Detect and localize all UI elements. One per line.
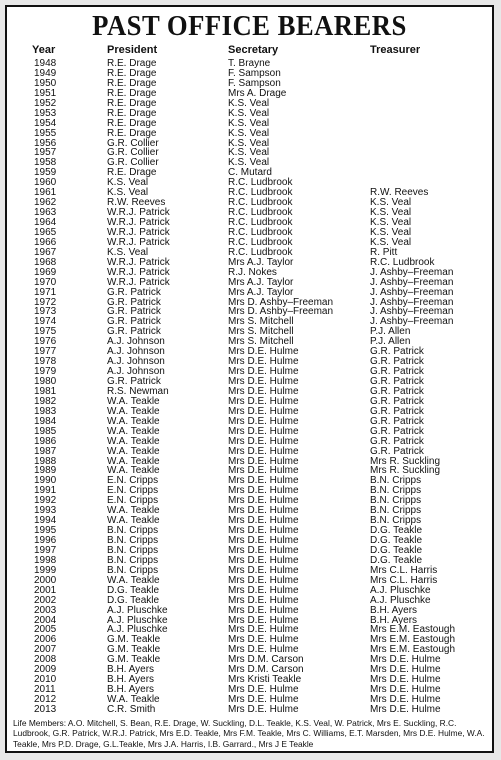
- president-cell: K.S. Veal: [107, 187, 149, 199]
- president-cell: A.J. Johnson: [107, 336, 165, 348]
- secretary-cell: Mrs D.E. Hulme: [228, 525, 299, 537]
- secretary-cell: Mrs D.E. Hulme: [228, 445, 299, 457]
- treasurer-cell: Mrs E.M. Eastough: [370, 644, 456, 656]
- year-cell: 1956: [34, 137, 57, 149]
- president-cell: G.R. Patrick: [107, 316, 161, 328]
- president-cell: R.E. Drage: [107, 77, 157, 89]
- secretary-cell: K.S. Veal: [228, 137, 270, 149]
- bearers-list: [7, 59, 492, 715]
- treasurer-cell: R.C. Ludbrook: [370, 256, 435, 268]
- treasurer-cell: D.G. Teakle: [370, 554, 423, 566]
- year-cell: 2012: [34, 694, 57, 705]
- year-cell: 2000: [34, 574, 57, 586]
- year-cell: 1992: [34, 495, 57, 507]
- year-cell: 2004: [34, 614, 57, 626]
- president-cell: W.A. Teakle: [107, 455, 160, 467]
- secretary-cell: Mrs D.E. Hulme: [228, 604, 299, 616]
- president-cell: B.N. Cripps: [107, 535, 159, 546]
- treasurer-cell: J. Ashby–Freeman: [370, 276, 454, 288]
- year-cell: 1959: [34, 167, 57, 179]
- office-bearers-board: [5, 5, 494, 753]
- president-cell: W.A. Teakle: [107, 435, 160, 447]
- secretary-cell: F. Sampson: [228, 67, 281, 79]
- treasurer-cell: Mrs D.E. Hulme: [370, 684, 441, 696]
- president-cell: G.R. Patrick: [107, 376, 161, 387]
- secretary-cell: Mrs D.E. Hulme: [228, 574, 299, 586]
- president-cell: A.J. Johnson: [107, 356, 165, 368]
- treasurer-cell: R.W. Reeves: [370, 187, 429, 199]
- table-row: [7, 447, 492, 457]
- secretary-cell: Mrs D.E. Hulme: [228, 644, 299, 656]
- secretary-cell: R.C. Ludbrook: [228, 207, 293, 219]
- treasurer-cell: G.R. Patrick: [370, 346, 424, 358]
- secretary-cell: Mrs D. Ashby–Freeman: [228, 296, 334, 308]
- treasurer-cell: B.N. Cripps: [370, 505, 422, 517]
- treasurer-cell: Mrs D.E. Hulme: [370, 654, 441, 666]
- year-cell: 1949: [34, 67, 57, 79]
- treasurer-cell: D.G. Teakle: [370, 525, 423, 537]
- secretary-cell: Mrs D.E. Hulme: [228, 634, 299, 646]
- year-cell: 2003: [34, 604, 57, 616]
- year-cell: 1979: [34, 366, 57, 378]
- secretary-cell: R.C. Ludbrook: [228, 217, 293, 228]
- president-cell: B.N. Cripps: [107, 544, 159, 556]
- secretary-cell: Mrs D.E. Hulme: [228, 465, 299, 477]
- year-cell: 1996: [34, 535, 57, 546]
- year-cell: 1985: [34, 425, 57, 437]
- year-cell: 1970: [34, 276, 57, 288]
- secretary-cell: Mrs D.E. Hulme: [228, 624, 299, 636]
- year-cell: 1989: [34, 465, 57, 477]
- secretary-cell: Mrs D.E. Hulme: [228, 594, 299, 606]
- president-cell: R.E. Drage: [107, 127, 157, 139]
- treasurer-cell: B.N. Cripps: [370, 515, 422, 527]
- president-cell: W.A. Teakle: [107, 505, 160, 517]
- treasurer-cell: G.R. Patrick: [370, 385, 424, 397]
- president-cell: G.R. Collier: [107, 137, 159, 149]
- president-cell: W.R.J. Patrick: [107, 266, 170, 278]
- president-cell: R.E. Drage: [107, 97, 157, 109]
- year-cell: 2002: [34, 594, 57, 606]
- secretary-cell: Mrs D.M. Carson: [228, 664, 304, 676]
- year-cell: 1968: [34, 256, 57, 268]
- treasurer-cell: J. Ashby–Freeman: [370, 266, 454, 278]
- year-cell: 1955: [34, 127, 57, 139]
- year-cell: 1987: [34, 445, 57, 457]
- treasurer-cell: Mrs C.L. Harris: [370, 574, 438, 586]
- year-cell: 1995: [34, 525, 57, 537]
- president-cell: G.R. Patrick: [107, 306, 161, 318]
- president-cell: W.A. Teakle: [107, 395, 160, 407]
- treasurer-cell: G.R. Patrick: [370, 415, 424, 427]
- treasurer-cell: Mrs D.E. Hulme: [370, 664, 441, 676]
- secretary-cell: Mrs S. Mitchell: [228, 326, 294, 338]
- treasurer-cell: B.H. Ayers: [370, 614, 418, 626]
- president-cell: R.E. Drage: [107, 67, 157, 79]
- secretary-cell: Mrs D.E. Hulme: [228, 703, 299, 715]
- secretary-cell: Mrs A.J. Taylor: [228, 276, 294, 288]
- year-cell: 2008: [34, 654, 57, 666]
- president-cell: G.R. Patrick: [107, 326, 161, 338]
- secretary-cell: C. Mutard: [228, 167, 272, 179]
- president-cell: W.A. Teakle: [107, 405, 160, 417]
- year-cell: 1960: [34, 177, 57, 189]
- secretary-cell: Mrs D.E. Hulme: [228, 356, 299, 368]
- year-cell: 1962: [34, 197, 57, 209]
- president-cell: W.R.J. Patrick: [107, 256, 170, 268]
- treasurer-cell: B.N. Cripps: [370, 475, 422, 487]
- treasurer-cell: G.R. Patrick: [370, 425, 424, 437]
- secretary-cell: Mrs D.M. Carson: [228, 654, 304, 666]
- president-cell: W.A. Teakle: [107, 694, 160, 705]
- treasurer-cell: G.R. Patrick: [370, 405, 424, 417]
- secretary-cell: Mrs D.E. Hulme: [228, 544, 299, 556]
- president-cell: R.E. Drage: [107, 117, 157, 129]
- president-cell: A.J. Pluschke: [107, 604, 168, 616]
- year-cell: 2013: [34, 703, 57, 715]
- secretary-cell: Mrs D.E. Hulme: [228, 395, 299, 407]
- president-cell: R.W. Reeves: [107, 197, 166, 209]
- secretary-cell: Mrs D.E. Hulme: [228, 376, 299, 387]
- treasurer-cell: K.S. Veal: [370, 207, 412, 219]
- year-cell: 1964: [34, 217, 57, 228]
- secretary-cell: R.C. Ludbrook: [228, 226, 293, 238]
- year-cell: 1993: [34, 505, 57, 517]
- president-cell: G.R. Collier: [107, 147, 159, 159]
- president-cell: G.R. Collier: [107, 157, 159, 169]
- president-cell: W.A. Teakle: [107, 415, 160, 427]
- president-cell: W.R.J. Patrick: [107, 276, 170, 288]
- president-cell: G.M. Teakle: [107, 644, 161, 656]
- president-cell: K.S. Veal: [107, 246, 149, 258]
- secretary-cell: Mrs D.E. Hulme: [228, 495, 299, 507]
- secretary-cell: R.C. Ludbrook: [228, 177, 293, 189]
- year-cell: 2007: [34, 644, 57, 656]
- president-cell: R.E. Drage: [107, 87, 157, 99]
- treasurer-cell: Mrs R. Suckling: [370, 455, 441, 467]
- treasurer-cell: Mrs D.E. Hulme: [370, 674, 441, 686]
- treasurer-cell: B.N. Cripps: [370, 485, 422, 497]
- president-cell: G.R. Patrick: [107, 296, 161, 308]
- treasurer-cell: G.R. Patrick: [370, 376, 424, 387]
- year-cell: 1986: [34, 435, 57, 447]
- year-cell: 1984: [34, 415, 57, 427]
- secretary-cell: Mrs D.E. Hulme: [228, 485, 299, 497]
- secretary-cell: Mrs Kristi Teakle: [228, 674, 302, 686]
- president-cell: B.N. Cripps: [107, 525, 159, 537]
- secretary-cell: Mrs D.E. Hulme: [228, 684, 299, 696]
- president-cell: R.E. Drage: [107, 167, 157, 179]
- table-row: [7, 129, 492, 139]
- president-cell: W.A. Teakle: [107, 445, 160, 457]
- header-year: Year: [32, 44, 56, 56]
- secretary-cell: Mrs D.E. Hulme: [228, 415, 299, 427]
- treasurer-cell: G.R. Patrick: [370, 395, 424, 407]
- secretary-cell: Mrs A. Drage: [228, 87, 287, 99]
- treasurer-cell: K.S. Veal: [370, 197, 412, 209]
- secretary-cell: Mrs D.E. Hulme: [228, 455, 299, 467]
- treasurer-cell: K.S. Veal: [370, 236, 412, 248]
- treasurer-cell: G.R. Patrick: [370, 445, 424, 457]
- president-cell: A.J. Pluschke: [107, 614, 168, 626]
- president-cell: E.N. Cripps: [107, 475, 159, 487]
- president-cell: B.H. Ayers: [107, 664, 155, 676]
- secretary-cell: Mrs S. Mitchell: [228, 336, 294, 348]
- president-cell: A.J. Pluschke: [107, 624, 168, 636]
- secretary-cell: Mrs D.E. Hulme: [228, 435, 299, 447]
- treasurer-cell: D.G. Teakle: [370, 535, 423, 546]
- secretary-cell: R.C. Ludbrook: [228, 197, 293, 209]
- year-cell: 1953: [34, 107, 57, 119]
- secretary-cell: Mrs D.E. Hulme: [228, 584, 299, 596]
- president-cell: B.N. Cripps: [107, 564, 159, 576]
- president-cell: W.A. Teakle: [107, 574, 160, 586]
- treasurer-cell: D.G. Teakle: [370, 544, 423, 556]
- secretary-cell: T. Brayne: [228, 58, 271, 69]
- year-cell: 1998: [34, 554, 57, 566]
- secretary-cell: Mrs D.E. Hulme: [228, 564, 299, 576]
- treasurer-cell: Mrs D.E. Hulme: [370, 703, 441, 715]
- secretary-cell: Mrs D.E. Hulme: [228, 385, 299, 397]
- secretary-cell: Mrs D.E. Hulme: [228, 535, 299, 546]
- year-cell: 1961: [34, 187, 57, 199]
- secretary-cell: K.S. Veal: [228, 147, 270, 159]
- secretary-cell: Mrs D.E. Hulme: [228, 694, 299, 705]
- secretary-cell: Mrs D.E. Hulme: [228, 366, 299, 378]
- year-cell: 1994: [34, 515, 57, 527]
- treasurer-cell: Mrs D.E. Hulme: [370, 694, 441, 705]
- year-cell: 1990: [34, 475, 57, 487]
- secretary-cell: Mrs D.E. Hulme: [228, 425, 299, 437]
- year-cell: 1972: [34, 296, 57, 308]
- president-cell: B.N. Cripps: [107, 554, 159, 566]
- secretary-cell: F. Sampson: [228, 77, 281, 89]
- year-cell: 1976: [34, 336, 57, 348]
- treasurer-cell: Mrs R. Suckling: [370, 465, 441, 477]
- header-president: President: [107, 44, 158, 56]
- treasurer-cell: A.J. Pluschke: [370, 594, 431, 606]
- secretary-cell: R.C. Ludbrook: [228, 246, 293, 258]
- year-cell: 1977: [34, 346, 57, 358]
- treasurer-cell: P.J. Allen: [370, 336, 411, 348]
- president-cell: E.N. Cripps: [107, 485, 159, 497]
- year-cell: 1952: [34, 97, 57, 109]
- treasurer-cell: J. Ashby–Freeman: [370, 316, 454, 328]
- president-cell: R.E. Drage: [107, 58, 157, 69]
- secretary-cell: R.J. Nokes: [228, 266, 277, 278]
- president-cell: A.J. Johnson: [107, 366, 165, 378]
- president-cell: W.A. Teakle: [107, 465, 160, 477]
- year-cell: 1967: [34, 246, 57, 258]
- year-cell: 1973: [34, 306, 57, 318]
- treasurer-cell: Mrs C.L. Harris: [370, 564, 438, 576]
- treasurer-cell: G.R. Patrick: [370, 356, 424, 368]
- president-cell: G.R. Patrick: [107, 286, 161, 298]
- secretary-cell: K.S. Veal: [228, 107, 270, 119]
- secretary-cell: Mrs D.E. Hulme: [228, 475, 299, 487]
- year-cell: 1983: [34, 405, 57, 417]
- president-cell: W.R.J. Patrick: [107, 226, 170, 238]
- year-cell: 1988: [34, 455, 57, 467]
- treasurer-cell: R. Pitt: [370, 246, 398, 258]
- secretary-cell: Mrs A.J. Taylor: [228, 286, 294, 298]
- treasurer-cell: Mrs E.M. Eastough: [370, 634, 456, 646]
- president-cell: D.G. Teakle: [107, 584, 160, 596]
- table-row: [7, 606, 492, 616]
- president-cell: G.M. Teakle: [107, 634, 161, 646]
- treasurer-cell: J. Ashby–Freeman: [370, 306, 454, 318]
- year-cell: 1974: [34, 316, 57, 328]
- year-cell: 1966: [34, 236, 57, 248]
- year-cell: 2011: [34, 684, 56, 696]
- president-cell: W.A. Teakle: [107, 425, 160, 437]
- secretary-cell: Mrs D.E. Hulme: [228, 405, 299, 417]
- president-cell: C.R. Smith: [107, 703, 156, 715]
- year-cell: 1963: [34, 207, 57, 219]
- secretary-cell: R.C. Ludbrook: [228, 187, 293, 199]
- treasurer-cell: B.N. Cripps: [370, 495, 422, 507]
- president-cell: B.H. Ayers: [107, 684, 155, 696]
- secretary-cell: K.S. Veal: [228, 117, 270, 129]
- president-cell: W.R.J. Patrick: [107, 207, 170, 219]
- year-cell: 1948: [34, 58, 57, 69]
- president-cell: W.A. Teakle: [107, 515, 160, 527]
- president-cell: K.S. Veal: [107, 177, 149, 189]
- president-cell: G.M. Teakle: [107, 654, 161, 666]
- secretary-cell: Mrs A.J. Taylor: [228, 256, 294, 268]
- secretary-cell: K.S. Veal: [228, 127, 270, 139]
- column-headers: [7, 44, 492, 58]
- treasurer-cell: P.J. Allen: [370, 326, 411, 338]
- treasurer-cell: K.S. Veal: [370, 217, 412, 228]
- president-cell: A.J. Johnson: [107, 346, 165, 358]
- secretary-cell: Mrs D.E. Hulme: [228, 554, 299, 566]
- year-cell: 1999: [34, 564, 57, 576]
- year-cell: 1957: [34, 147, 57, 159]
- year-cell: 1991: [34, 485, 57, 497]
- treasurer-cell: Mrs E.M. Eastough: [370, 624, 456, 636]
- president-cell: R.E. Drage: [107, 107, 157, 119]
- president-cell: W.R.J. Patrick: [107, 236, 170, 248]
- year-cell: 2001: [34, 584, 57, 596]
- secretary-cell: K.S. Veal: [228, 157, 270, 169]
- year-cell: 1965: [34, 226, 57, 238]
- secretary-cell: Mrs S. Mitchell: [228, 316, 294, 328]
- year-cell: 1975: [34, 326, 57, 338]
- treasurer-cell: K.S. Veal: [370, 226, 412, 238]
- year-cell: 1950: [34, 77, 57, 89]
- secretary-cell: Mrs D.E. Hulme: [228, 515, 299, 527]
- year-cell: 1982: [34, 395, 57, 407]
- year-cell: 1981: [34, 385, 57, 397]
- secretary-cell: Mrs D.E. Hulme: [228, 346, 299, 358]
- secretary-cell: K.S. Veal: [228, 97, 270, 109]
- page-title: PAST OFFICE BEARERS: [92, 10, 407, 42]
- treasurer-cell: B.H. Ayers: [370, 604, 418, 616]
- year-cell: 1997: [34, 544, 57, 556]
- year-cell: 2009: [34, 664, 57, 676]
- secretary-cell: Mrs D.E. Hulme: [228, 614, 299, 626]
- president-cell: D.G. Teakle: [107, 594, 160, 606]
- year-cell: 1978: [34, 356, 57, 368]
- secretary-cell: Mrs D. Ashby–Freeman: [228, 306, 334, 318]
- secretary-cell: Mrs D.E. Hulme: [228, 505, 299, 517]
- treasurer-cell: A.J. Pluschke: [370, 584, 431, 596]
- president-cell: R.S. Newman: [107, 385, 169, 397]
- year-cell: 2010: [34, 674, 57, 686]
- president-cell: B.H. Ayers: [107, 674, 155, 686]
- header-treasurer: Treasurer: [370, 44, 421, 56]
- year-cell: 1951: [34, 87, 57, 99]
- year-cell: 2005: [34, 624, 57, 636]
- year-cell: 1971: [34, 286, 57, 298]
- treasurer-cell: G.R. Patrick: [370, 366, 424, 378]
- year-cell: 1969: [34, 266, 57, 278]
- president-cell: W.R.J. Patrick: [107, 217, 170, 228]
- header-secretary: Secretary: [228, 44, 279, 56]
- table-row: [7, 705, 492, 715]
- treasurer-cell: G.R. Patrick: [370, 435, 424, 447]
- year-cell: 2006: [34, 634, 57, 646]
- table-row: [7, 288, 492, 298]
- president-cell: E.N. Cripps: [107, 495, 159, 507]
- treasurer-cell: J. Ashby–Freeman: [370, 296, 454, 308]
- year-cell: 1980: [34, 376, 57, 387]
- life-members: Life Members: A.O. Mitchell, S. Bean, R.E. Drage, W. Suckling, D.L. Teakle, K.S. Veal, W. Patrick, Mrs E. Suckling, R.C. Ludbrook, G.R. Patrick, W.R.J. Patrick, Mrs E.D. Teakle, Mrs F.M. Teakle, Mrs C. Williams, E.T. Marsden, Mrs D.E. Hulme, W.A. Teakle, Mrs P.D. Drage, G.L.Teakle, Mrs J.A. Harris, I.B. Garrard., Mrs J E Teakle: [13, 718, 485, 749]
- secretary-cell: R.C. Ludbrook: [228, 236, 293, 248]
- year-cell: 1954: [34, 117, 57, 129]
- treasurer-cell: J. Ashby–Freeman: [370, 286, 454, 298]
- year-cell: 1958: [34, 157, 57, 169]
